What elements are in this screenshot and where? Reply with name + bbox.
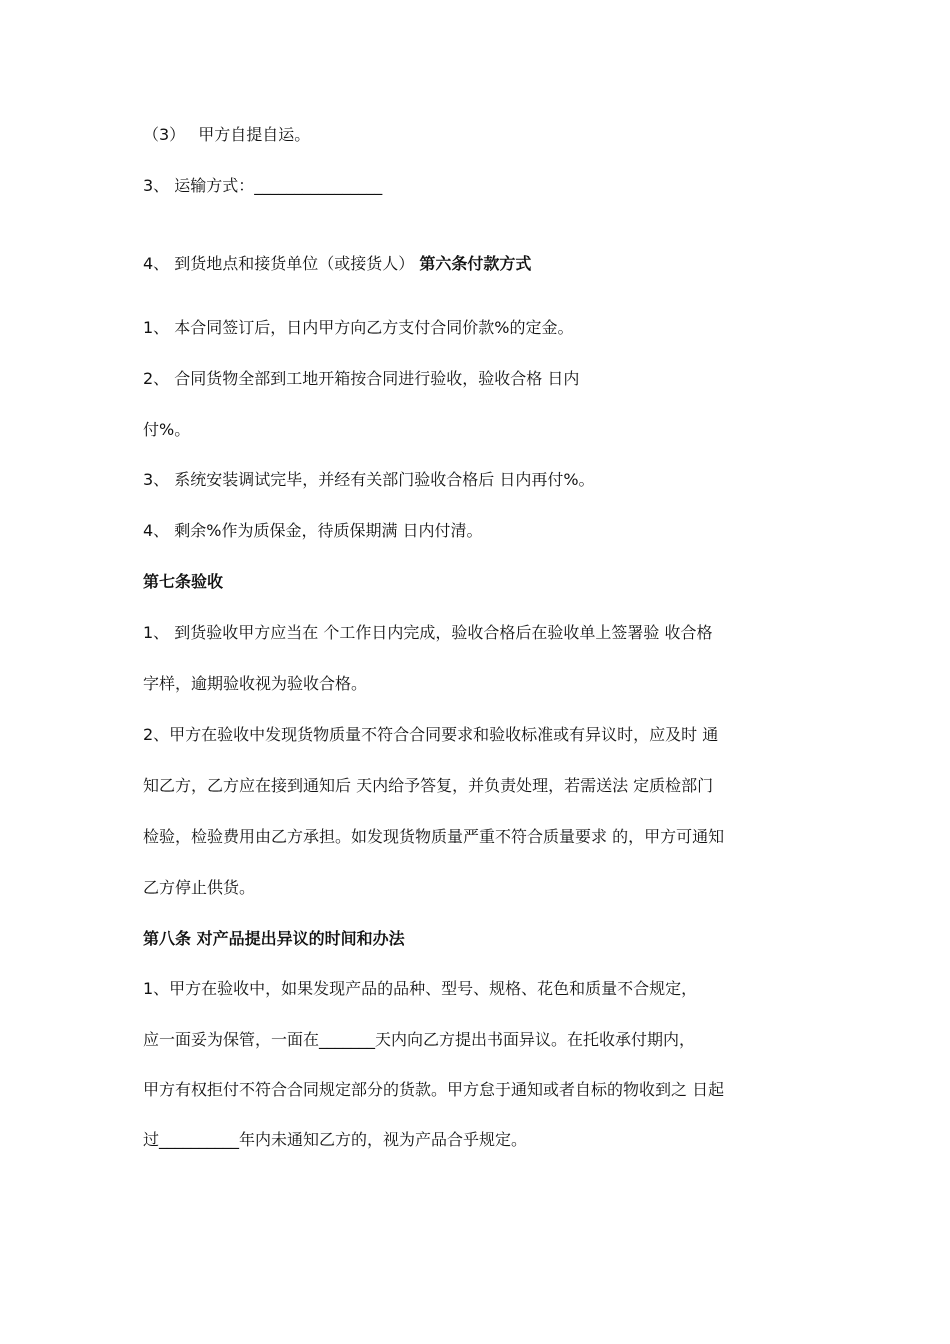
text-line: 3、 系统安装调试完毕，并经有关部门验收合格后 日内再付%。 — [143, 470, 595, 489]
text-line — [143, 253, 531, 275]
section-heading: 第八条 对产品提出异议的时间和办法 — [143, 929, 405, 948]
text-line: 甲方有权拒付不符合合同规定部分的货款。甲方怠于通知或者自标的物收到之 日起 — [143, 1080, 725, 1099]
text-line: 4、 剩余%作为质保金，待质保期满 日内付清。 — [143, 521, 483, 540]
section-heading: 第六条付款方式 — [419, 254, 532, 273]
text-line: 知乙方，乙方应在接到通知后 天内给予答复，并负责处理，若需送法 定质检部门 — [143, 776, 714, 795]
section-heading: 第七条验收 — [143, 572, 224, 591]
text-line: 2、 合同货物全部到工地开箱按合同进行验收，验收合格 日内 — [143, 369, 580, 388]
text-line: 3、 运输方式：________________ — [143, 176, 383, 195]
text-line: 应一面妥为保管，一面在_______天内向乙方提出书面异议。在托收承付期内， — [143, 1030, 696, 1049]
text-line: （3） 甲方自提自运。 — [143, 125, 311, 144]
text-line: 1、甲方在验收中，如果发现产品的品种、型号、规格、花色和质量不合规定， — [143, 979, 698, 998]
text-line: 1、 本合同签订后，日内甲方向乙方支付合同价款%的定金。 — [143, 318, 574, 337]
text-line: 字样，逾期验收视为验收合格。 — [143, 674, 368, 693]
text-line: 乙方停止供货。 — [143, 878, 256, 897]
text-line: 付%。 — [143, 420, 191, 439]
text-line: 1、 到货验收甲方应当在 个工作日内完成，验收合格后在验收单上签署验 收合格 — [143, 623, 713, 642]
text-segment: 4、 到货地点和接货单位（或接货人） — [143, 254, 420, 273]
text-line: 检验，检验费用由乙方承担。如发现货物质量严重不符合质量要求 的，甲方可通知 — [143, 827, 725, 846]
text-line: 2、甲方在验收中发现货物质量不符合合同要求和验收标准或有异议时，应及时 通 — [143, 725, 719, 744]
text-line: 过__________年内未通知乙方的，视为产品合乎规定。 — [143, 1130, 528, 1149]
